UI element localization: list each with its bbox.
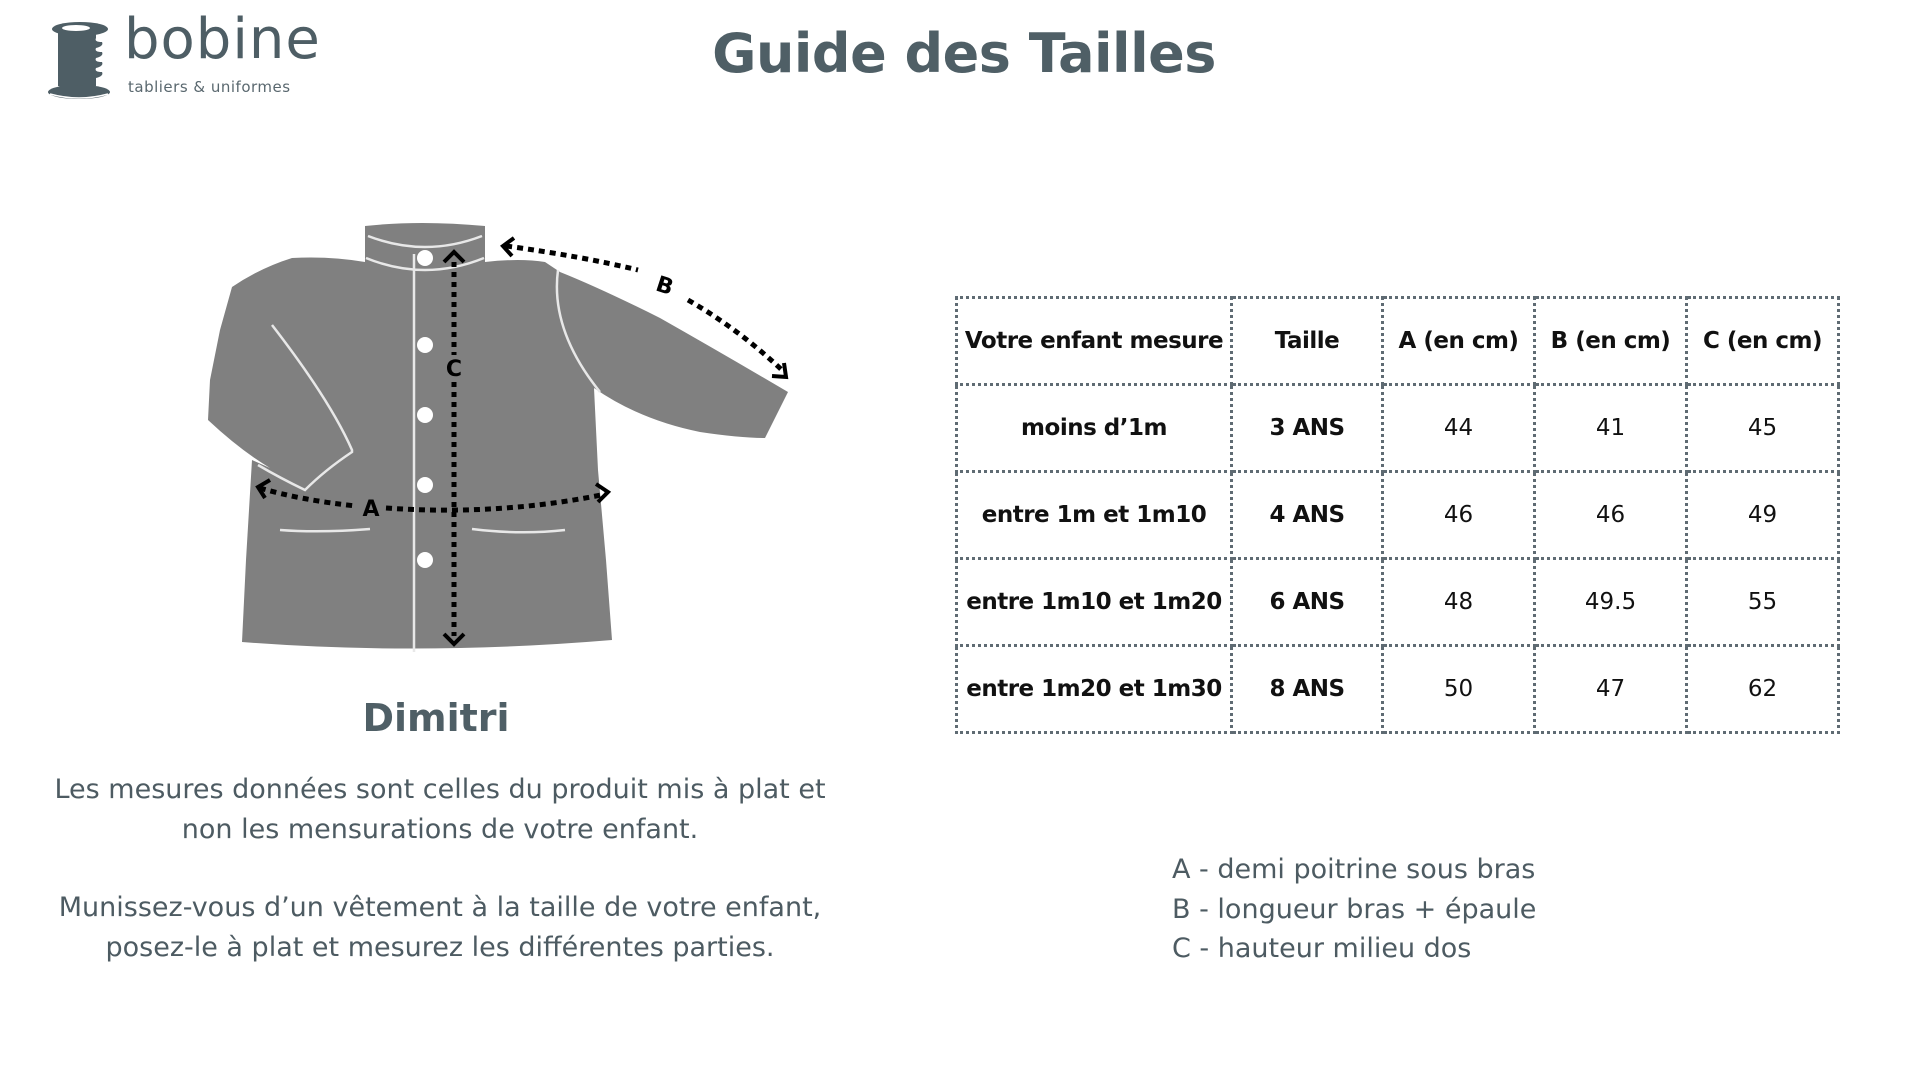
cell-a: 46 (1383, 472, 1535, 559)
cell-child-measure: entre 1m10 et 1m20 (957, 559, 1232, 646)
cell-size: 3 ANS (1232, 385, 1383, 472)
instruction-paragraph-2 (20, 888, 860, 967)
svg-text:C: C (445, 357, 463, 382)
product-name: Dimitri (362, 696, 510, 740)
cell-a: 44 (1383, 385, 1535, 472)
cell-size: 4 ANS (1232, 472, 1383, 559)
jacket-body (208, 223, 788, 649)
instruction-line: posez-le à plat et mesurez les différentes parties. (105, 931, 775, 963)
page-title: Guide des Tailles (712, 22, 1216, 85)
cell-a: 50 (1383, 646, 1535, 733)
table-header-row (957, 298, 1839, 385)
cell-b: 41 (1535, 385, 1687, 472)
header-b: B (en cm) (1535, 298, 1687, 385)
cell-child-measure: entre 1m et 1m10 (957, 472, 1232, 559)
cell-size: 8 ANS (1232, 646, 1383, 733)
table-row (957, 385, 1839, 472)
instruction-line: Munissez-vous d’un vêtement à la taille de votre enfant, (58, 892, 822, 923)
brand-name: bobine (124, 7, 321, 72)
legend-item-c: C - hauteur milieu dos (1172, 933, 1472, 964)
cell-c: 62 (1687, 646, 1839, 733)
header-c: C (en cm) (1687, 298, 1839, 385)
cell-a: 48 (1383, 559, 1535, 646)
instruction-paragraph-1 (20, 770, 860, 849)
cell-child-measure: entre 1m20 et 1m30 (957, 646, 1232, 733)
table-row (957, 646, 1839, 733)
jacket-illustration (190, 200, 830, 680)
measurement-legend (1172, 850, 1536, 969)
cell-size: 6 ANS (1232, 559, 1383, 646)
table-row (957, 472, 1839, 559)
measurement-instructions (20, 770, 860, 1006)
cell-c: 45 (1687, 385, 1839, 472)
header-a: A (en cm) (1383, 298, 1535, 385)
cell-c: 49 (1687, 472, 1839, 559)
instruction-line: non les mensurations de votre enfant. (181, 813, 699, 845)
cell-b: 46 (1535, 472, 1687, 559)
header-child-measure: Votre enfant mesure (957, 298, 1232, 385)
brand-tagline: tabliers & uniformes (128, 78, 291, 96)
legend-item-b: B - longueur bras + épaule (1172, 893, 1537, 925)
cell-b: 47 (1535, 646, 1687, 733)
legend-item-a: A - demi poitrine sous bras (1172, 854, 1536, 885)
cell-b: 49.5 (1535, 559, 1687, 646)
size-table (955, 296, 1840, 734)
svg-text:A: A (362, 497, 380, 522)
svg-text:B: B (652, 271, 677, 301)
cell-child-measure: moins d’1m (957, 385, 1232, 472)
header-size: Taille (1232, 298, 1383, 385)
cell-c: 55 (1687, 559, 1839, 646)
table-row (957, 559, 1839, 646)
instruction-line: Les mesures données sont celles du produit mis à plat et (54, 774, 826, 805)
